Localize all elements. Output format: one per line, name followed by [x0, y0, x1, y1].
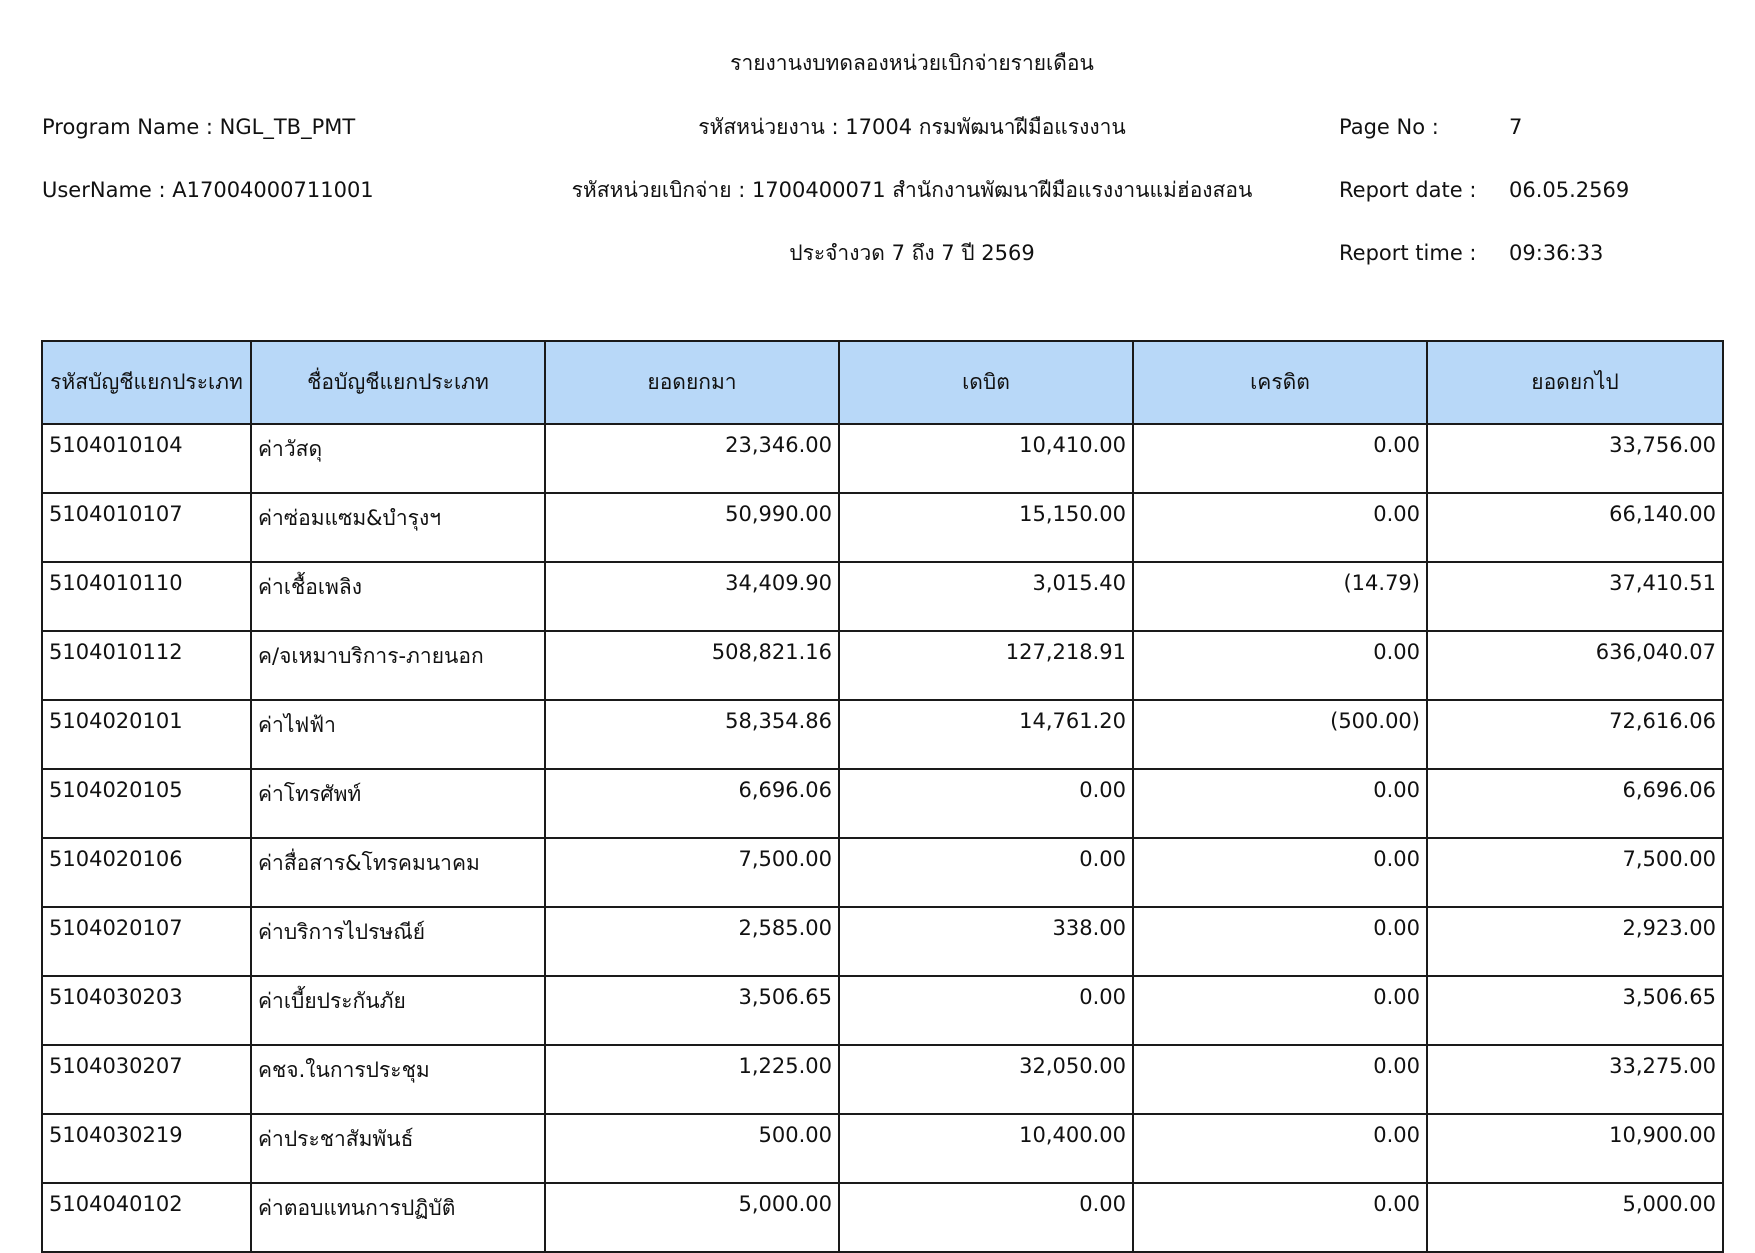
carried-forward-cell: 23,346.00 [545, 424, 839, 493]
balance-forward-cell: 66,140.00 [1427, 493, 1723, 562]
account-name-cell: ค่าประชาสัมพันธ์ [251, 1114, 545, 1183]
credit-cell: 0.00 [1133, 493, 1427, 562]
column-header: ยอดยกไป [1427, 341, 1723, 424]
report-time-label: Report time : [1339, 241, 1477, 265]
agency-code: รหัสหน่วยงาน : 17004 กรมพัฒนาฝีมือแรงงาน [698, 115, 1126, 139]
account-code-cell: 5104010104 [42, 424, 251, 493]
account-code-cell: 5104020105 [42, 769, 251, 838]
table-row [42, 976, 1723, 1045]
credit-cell: 0.00 [1133, 907, 1427, 976]
carried-forward-cell: 5,000.00 [545, 1183, 839, 1252]
carried-forward-cell: 508,821.16 [545, 631, 839, 700]
balance-forward-cell: 10,900.00 [1427, 1114, 1723, 1183]
table-row [42, 700, 1723, 769]
table-row [42, 1183, 1723, 1252]
balance-forward-cell: 37,410.51 [1427, 562, 1723, 631]
carried-forward-cell: 3,506.65 [545, 976, 839, 1045]
table-row [42, 562, 1723, 631]
debit-cell: 15,150.00 [839, 493, 1133, 562]
account-name-cell: ค่าวัสดุ [251, 424, 545, 493]
username: UserName : A17004000711001 [42, 178, 374, 202]
carried-forward-cell: 7,500.00 [545, 838, 839, 907]
account-code-cell: 5104030203 [42, 976, 251, 1045]
account-name-cell: ค่าไฟฟ้า [251, 700, 545, 769]
carried-forward-cell: 2,585.00 [545, 907, 839, 976]
carried-forward-cell: 1,225.00 [545, 1045, 839, 1114]
balance-forward-cell: 2,923.00 [1427, 907, 1723, 976]
account-code-cell: 5104040102 [42, 1183, 251, 1252]
account-code-cell: 5104010107 [42, 493, 251, 562]
balance-forward-cell: 3,506.65 [1427, 976, 1723, 1045]
credit-cell: 0.00 [1133, 1183, 1427, 1252]
account-name-cell: ค่าตอบแทนการปฏิบัติ [251, 1183, 545, 1252]
trial-balance-table [41, 340, 1724, 1253]
table-row [42, 838, 1723, 907]
carried-forward-cell: 6,696.06 [545, 769, 839, 838]
table-row [42, 1114, 1723, 1183]
column-header: ยอดยกมา [545, 341, 839, 424]
balance-forward-cell: 6,696.06 [1427, 769, 1723, 838]
credit-cell: 0.00 [1133, 1114, 1427, 1183]
credit-cell: 0.00 [1133, 1045, 1427, 1114]
table-header-row [42, 341, 1723, 424]
report-date-value: 06.05.2569 [1509, 178, 1630, 202]
column-header: เดบิต [839, 341, 1133, 424]
table-body [42, 424, 1723, 1252]
account-code-cell: 5104010110 [42, 562, 251, 631]
debit-cell: 0.00 [839, 976, 1133, 1045]
column-header: เครดิต [1133, 341, 1427, 424]
page-no-label: Page No : [1339, 115, 1439, 139]
debit-cell: 3,015.40 [839, 562, 1133, 631]
report-period: ประจำงวด 7 ถึง 7 ปี 2569 [789, 241, 1035, 265]
table-row [42, 424, 1723, 493]
account-name-cell: ค่าโทรศัพท์ [251, 769, 545, 838]
column-header: ชื่อบัญชีแยกประเภท [251, 341, 545, 424]
disbursing-unit: รหัสหน่วยเบิกจ่าย : 1700400071 สำนักงานพัฒนาฝีมือแรงงานแม่ฮ่องสอน [571, 178, 1253, 202]
debit-cell: 10,400.00 [839, 1114, 1133, 1183]
credit-cell: 0.00 [1133, 769, 1427, 838]
debit-cell: 0.00 [839, 838, 1133, 907]
balance-forward-cell: 72,616.06 [1427, 700, 1723, 769]
balance-forward-cell: 33,756.00 [1427, 424, 1723, 493]
credit-cell: 0.00 [1133, 631, 1427, 700]
report-time-value: 09:36:33 [1509, 241, 1604, 265]
report-date-label: Report date : [1339, 178, 1477, 202]
credit-cell: (14.79) [1133, 562, 1427, 631]
balance-forward-cell: 7,500.00 [1427, 838, 1723, 907]
account-code-cell: 5104030207 [42, 1045, 251, 1114]
account-code-cell: 5104020107 [42, 907, 251, 976]
carried-forward-cell: 500.00 [545, 1114, 839, 1183]
account-name-cell: ค่าซ่อมแซม&บำรุงฯ [251, 493, 545, 562]
account-name-cell: ค/จเหมาบริการ-ภายนอก [251, 631, 545, 700]
column-header: รหัสบัญชีแยกประเภท [42, 341, 251, 424]
carried-forward-cell: 50,990.00 [545, 493, 839, 562]
credit-cell: 0.00 [1133, 838, 1427, 907]
debit-cell: 32,050.00 [839, 1045, 1133, 1114]
table-row [42, 631, 1723, 700]
balance-forward-cell: 636,040.07 [1427, 631, 1723, 700]
balance-forward-cell: 5,000.00 [1427, 1183, 1723, 1252]
debit-cell: 0.00 [839, 1183, 1133, 1252]
report-title: รายงานงบทดลองหน่วยเบิกจ่ายรายเดือน [730, 51, 1094, 75]
carried-forward-cell: 34,409.90 [545, 562, 839, 631]
table-row [42, 769, 1723, 838]
balance-forward-cell: 33,275.00 [1427, 1045, 1723, 1114]
account-name-cell: คชจ.ในการประชุม [251, 1045, 545, 1114]
table-row [42, 1045, 1723, 1114]
debit-cell: 0.00 [839, 769, 1133, 838]
program-name: Program Name : NGL_TB_PMT [42, 115, 356, 139]
table-row [42, 493, 1723, 562]
page-no-value: 7 [1509, 115, 1523, 139]
credit-cell: 0.00 [1133, 424, 1427, 493]
credit-cell: (500.00) [1133, 700, 1427, 769]
debit-cell: 10,410.00 [839, 424, 1133, 493]
debit-cell: 338.00 [839, 907, 1133, 976]
account-name-cell: ค่าสื่อสาร&โทรคมนาคม [251, 838, 545, 907]
table-row [42, 907, 1723, 976]
account-code-cell: 5104020106 [42, 838, 251, 907]
carried-forward-cell: 58,354.86 [545, 700, 839, 769]
account-name-cell: ค่าเชื้อเพลิง [251, 562, 545, 631]
debit-cell: 14,761.20 [839, 700, 1133, 769]
account-code-cell: 5104010112 [42, 631, 251, 700]
account-name-cell: ค่าบริการไปรษณีย์ [251, 907, 545, 976]
credit-cell: 0.00 [1133, 976, 1427, 1045]
debit-cell: 127,218.91 [839, 631, 1133, 700]
account-name-cell: ค่าเบี้ยประกันภัย [251, 976, 545, 1045]
account-code-cell: 5104020101 [42, 700, 251, 769]
account-code-cell: 5104030219 [42, 1114, 251, 1183]
